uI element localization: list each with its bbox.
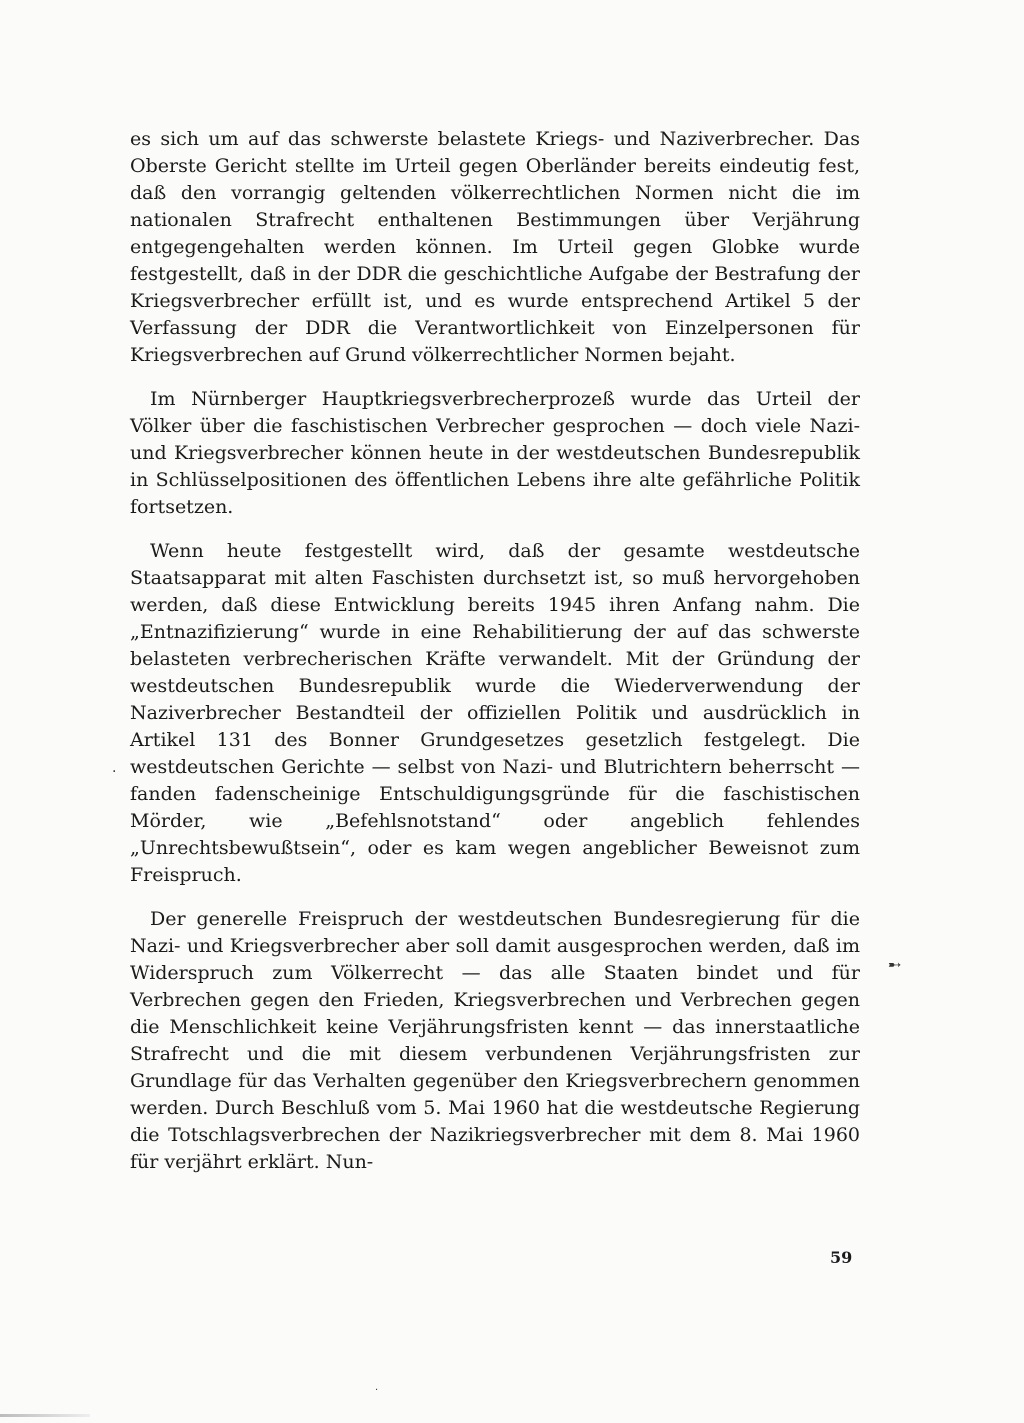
paragraph-1: es sich um auf das schwerste belastete Kriegs- und Naziverbrecher. Das Oberste Gericht stellte im Urteil gegen Oberländer bereits eindeutig fest, daß den vorrangig geltenden völkerrechtlichen Normen nicht die im nationalen Strafrecht enthaltenen Bestimmungen über Verjährung entgegengehalten werden können. Im Urteil gegen Globke wurde festgestellt, daß in der DDR die geschichtliche Aufgabe der Bestrafung der Kriegsverbrecher erfüllt ist, und es wurde entsprechend Artikel 5 der Verfassung der DDR die Verantwortlichkeit von Einzelpersonen für Kriegsverbrechen auf Grund völkerrechtlicher Normen bejaht. [130, 128, 860, 366]
speck-mark: · [375, 1385, 379, 1396]
paragraph-4: Der generelle Freispruch der westdeutschen Bundesregierung für die Nazi- und Kriegsverbrecher aber soll damit ausgesprochen werden, daß im Widerspruch zum Völkerrecht — das alle Staaten bindet und für Verbrechen gegen den Frieden, Kriegsverbrechen und Verbrechen gegen die Menschlichkeit keine Verjährungsfristen kennt — das innerstaatliche Strafrecht und die mit diesem verbundenen Verjährungsfristen zur Grundlage für das Verhalten gegenüber den Kriegsverbrechern genommen werden. Durch Beschluß vom 5. Mai 1960 hat die westdeutsche Regierung die Totschlagsverbrechen der Nazikriegsverbrecher mit dem 8. Mai 1960 für verjährt erklärt. Nun- [130, 908, 860, 1173]
margin-mark-left: · [112, 764, 117, 780]
paragraph-2: Im Nürnberger Hauptkriegsverbrecherprozeß wurde das Urteil der Völker über die faschistischen Verbrecher gesprochen — doch viele Nazi- und Kriegsverbrecher können heute in der westdeutschen Bundesrepublik in Schlüsselpositionen des öffentlichen Lebens ihre alte gefährliche Politik fortsetzen. [130, 388, 860, 518]
scan-smudge [0, 1414, 90, 1417]
paragraph-3: Wenn heute festgestellt wird, daß der gesamte westdeutsche Staatsapparat mit alten Faschisten durchsetzt ist, so muß hervorgehoben werden, daß diese Entwicklung bereits 1945 ihren Anfang nahm. Die „Entnazifizierung“ wurde in eine Rehabilitierung der auf das schwerste belasteten verbrecherischen Kräfte verwandelt. Mit der Gründung der westdeutschen Bundesrepublik wurde die Wiederverwendung der Naziverbrecher Bestandteil der offiziellen Politik und ausdrücklich in Artikel 131 des Bonner Grundgesetzes gesetzlich festgelegt. Die westdeutschen Gerichte — selbst von Nazi- und Blutrichtern beherrscht — fanden fadenscheinige Entschuldigungsgründe für die faschistischen Mörder, wie „Befehlsnotstand“ oder angeblich fehlendes „Unrechtsbewußtsein“, oder es kam wegen angeblicher Beweisnot zum Freispruch. [130, 540, 860, 886]
margin-mark-right: ➸ [888, 955, 902, 974]
page-number: 59 [830, 1248, 853, 1267]
body-text [130, 126, 860, 1193]
